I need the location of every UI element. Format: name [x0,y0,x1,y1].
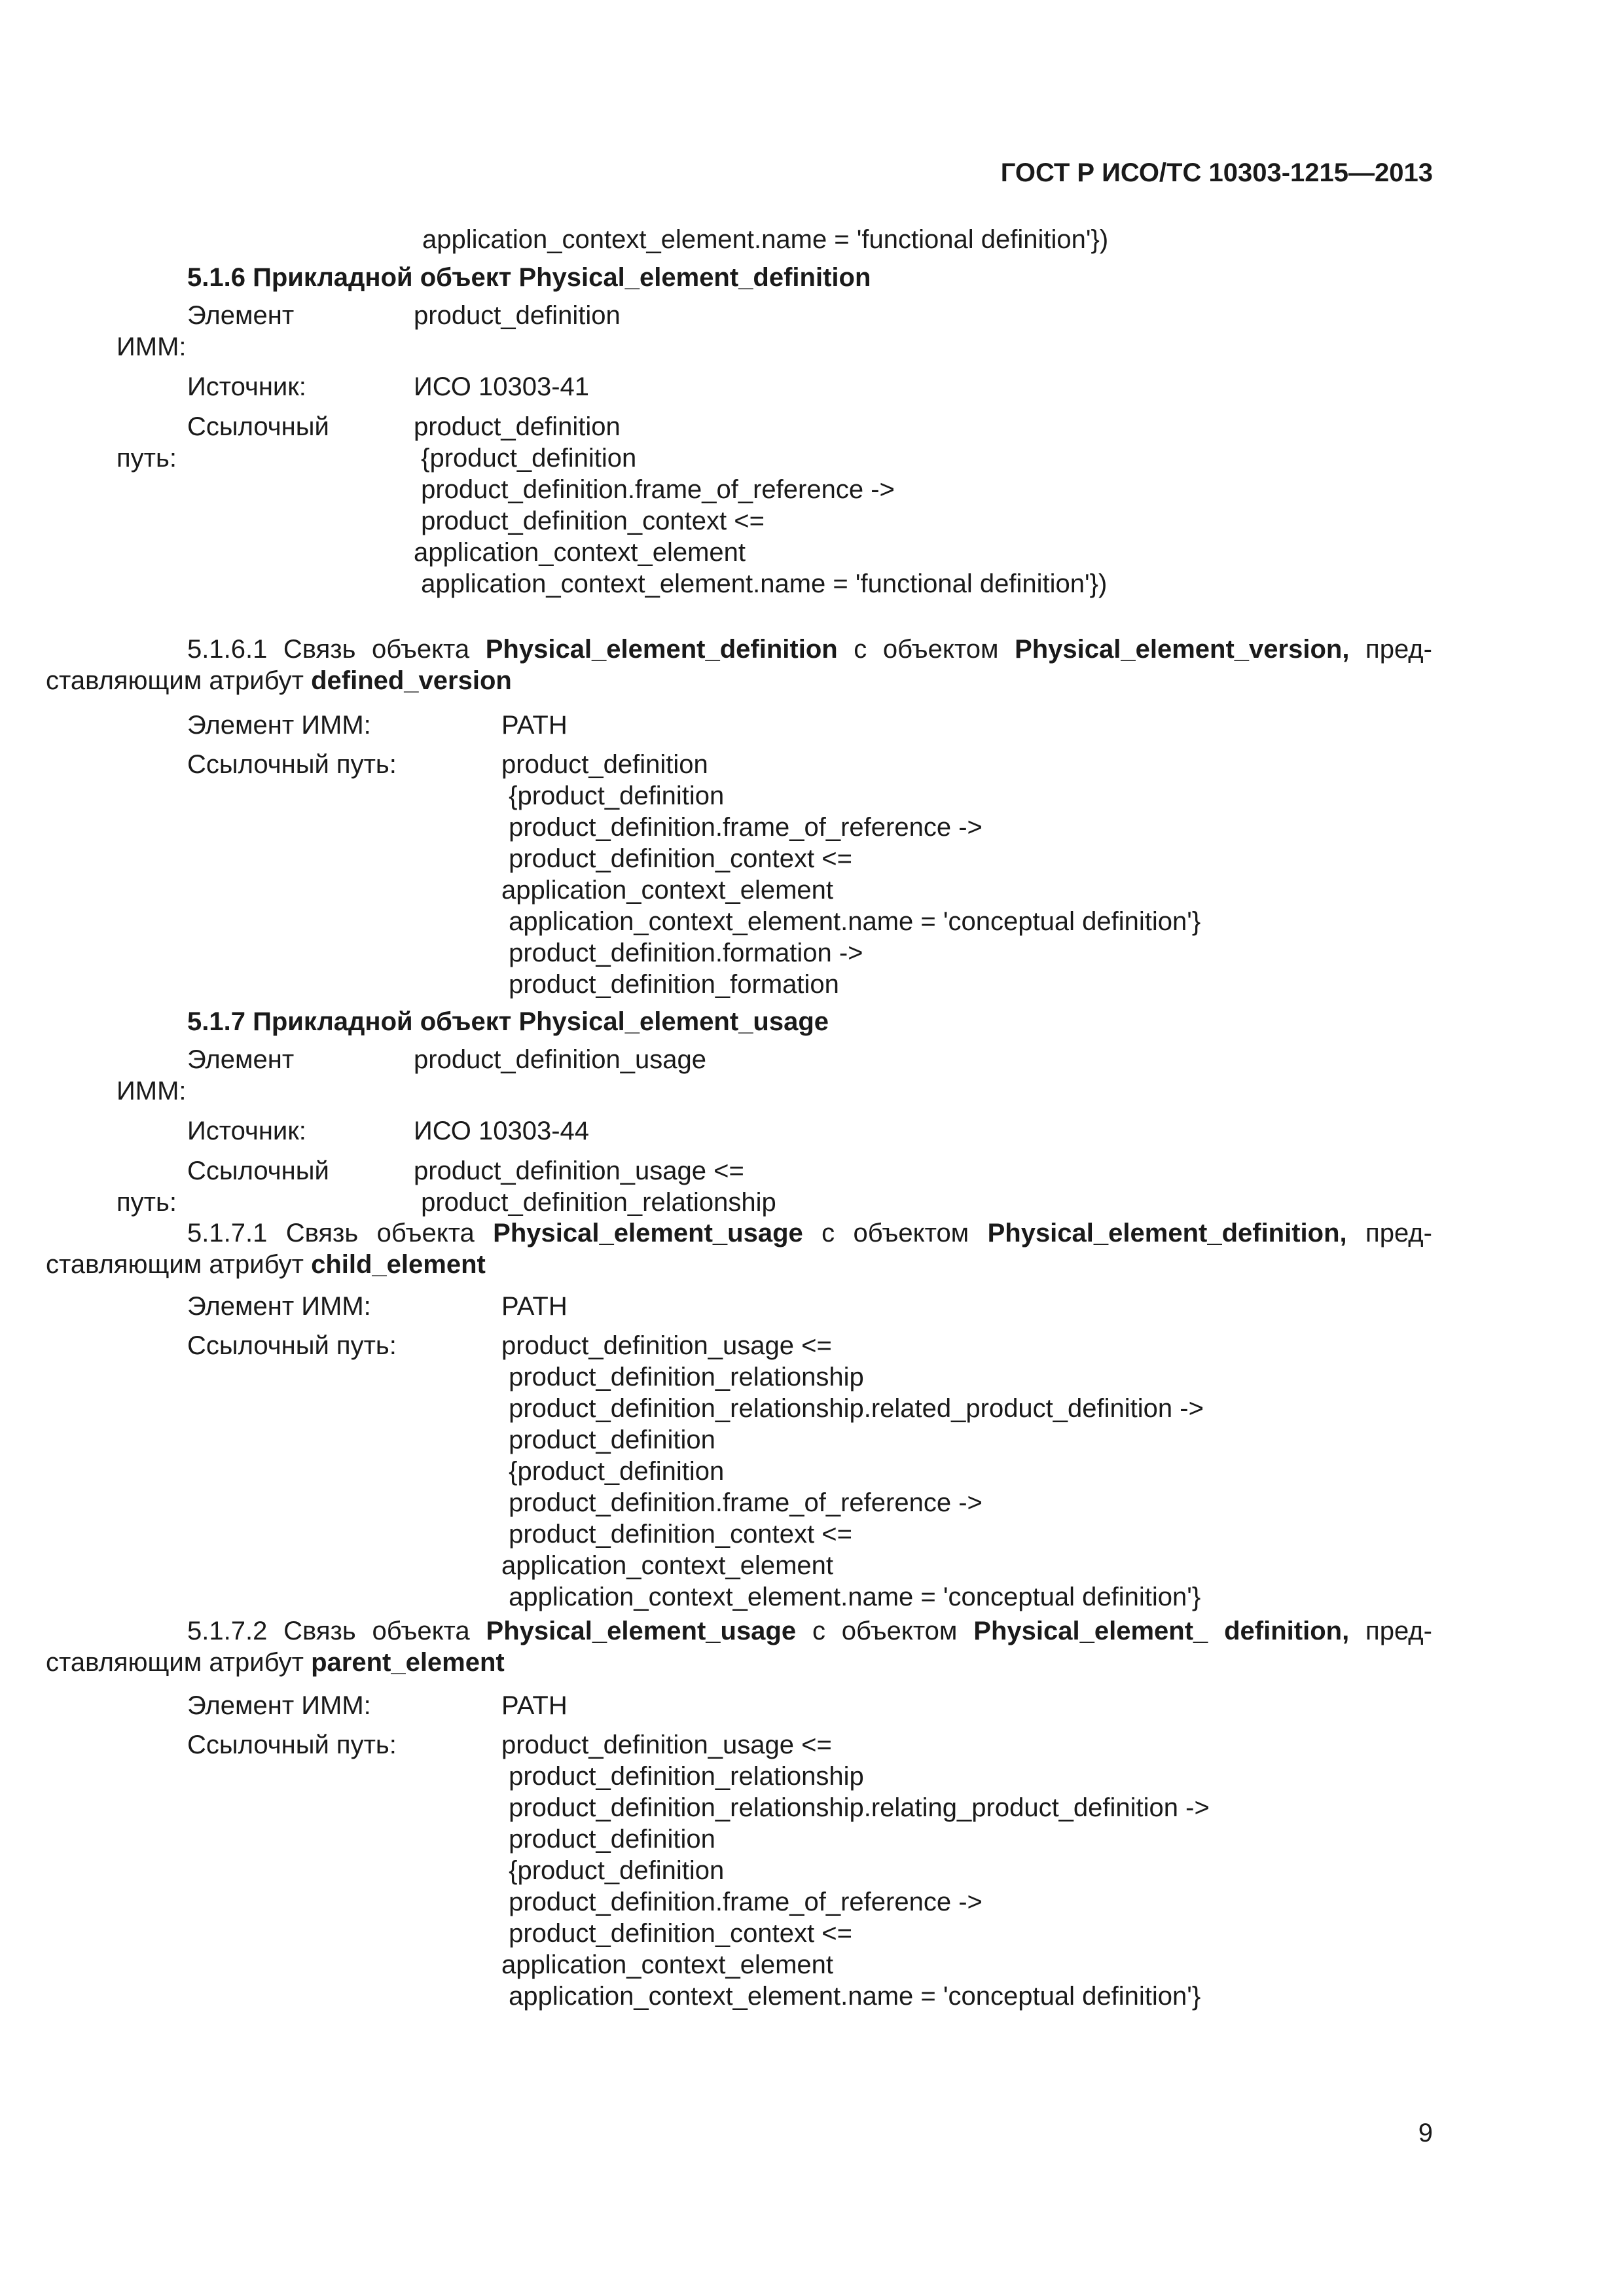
ref-path-label-part2: путь: [117,1188,177,1217]
imm-label-part2: ИММ: [117,1077,187,1105]
paragraph-5-1-7-1 [46,1217,1432,1280]
ref-path-label-part2: путь: [117,444,177,473]
document-header-code: ГОСТ Р ИСО/ТС 10303-1215—2013 [1000,158,1433,187]
ref-path-line: product_definition_usage <= [501,1731,832,1759]
paragraph-text: ставляющим атрибут [46,1648,304,1677]
imm-value: PATH [501,1691,568,1720]
source-label: Источник: [187,372,306,401]
ref-path-line: product_definition.frame_of_reference -> [501,1488,983,1517]
ref-path-line: product_definition.frame_of_reference -> [501,1888,983,1916]
ref-path-label: Ссылочный путь: [187,750,397,779]
ref-path-line: product_definition_relationship.related_product_definition -> [501,1394,1204,1423]
ref-path-line: {product_definition [501,1457,725,1486]
ref-path-line: application_context_element [414,538,746,567]
page-number: 9 [1418,2119,1433,2147]
ref-path-line: product_definition [501,750,708,779]
paragraph-number: 5.1.7.1 Связь объекта [187,1219,475,1247]
imm-label-part1: Элемент [187,301,295,330]
ref-path-lines [501,1729,1210,2012]
section-heading-5-1-6: 5.1.6 Прикладной объект Physical_element_definition [187,263,871,292]
imm-label-part1: Элемент [187,1045,295,1074]
paragraph-text: пред- [1365,635,1432,664]
ref-path-line: product_definition_usage <= [501,1331,832,1360]
paragraph-text: ставляющим атрибут [46,666,304,695]
attribute-name: child_element [311,1250,486,1279]
paragraph-5-1-6-1 [46,634,1432,696]
attribute-name: parent_element [311,1648,505,1677]
ref-path-line: product_definition [501,1426,715,1454]
ref-path-line: product_definition_relationship [501,1762,864,1791]
paragraph-text: с объектом [854,635,999,664]
ref-path-line: product_definition_context <= [501,1919,852,1948]
ref-path-line: product_definition_formation [501,970,839,999]
intro-continuation-line: application_context_element.name = 'functional definition'}) [422,225,1109,254]
ref-path-lines [414,1155,776,1218]
ref-path-line: application_context_element.name = 'conceptual definition'} [501,907,1201,936]
ref-path-line: application_context_element [501,1950,834,1979]
ref-path-line: application_context_element.name = 'conceptual definition'} [501,1583,1201,1611]
ref-path-line: product_definition [501,1825,715,1854]
attribute-name: defined_version [311,666,512,695]
ref-path-line: {product_definition [501,1856,725,1885]
source-value: ИСО 10303-44 [414,1117,590,1145]
imm-label: Элемент ИММ: [187,1691,371,1720]
section-heading-5-1-7: 5.1.7 Прикладной объект Physical_element_usage [187,1007,829,1036]
ref-path-line: product_definition.formation -> [501,939,863,967]
ref-path-label-part1: Ссылочный [187,1157,329,1185]
paragraph-text: с объектом [821,1219,969,1247]
paragraph-text: пред- [1365,1617,1432,1645]
paragraph-5-1-7-2 [46,1615,1432,1678]
ref-path-line: application_context_element.name = 'conceptual definition'} [501,1982,1201,2011]
ref-path-line: product_definition_context <= [501,844,852,873]
ref-path-line: product_definition_usage <= [414,1157,744,1185]
paragraph-text: ставляющим атрибут [46,1250,304,1279]
paragraph-number: 5.1.6.1 Связь объекта [187,635,470,664]
paragraph-text: с объектом [812,1617,958,1645]
imm-value: PATH [501,711,568,740]
object-name: Physical_element_usage [493,1219,803,1247]
ref-path-line: product_definition_context <= [501,1520,852,1549]
source-value: ИСО 10303-41 [414,372,590,401]
imm-label: Элемент ИММ: [187,1292,371,1321]
ref-path-line: product_definition_relationship.relating_product_definition -> [501,1793,1210,1822]
ref-path-line: application_context_element [501,1551,834,1580]
ref-path-lines [501,1330,1204,1613]
paragraph-number: 5.1.7.2 Связь объекта [187,1617,470,1645]
imm-value: product_definition_usage [414,1045,707,1074]
imm-value: product_definition [414,301,621,330]
source-label: Источник: [187,1117,306,1145]
object-name: Physical_element_version, [1015,635,1350,664]
ref-path-lines [414,411,1107,600]
ref-path-line: product_definition.frame_of_reference -> [501,813,983,842]
object-name: Physical_element_ definition, [973,1617,1350,1645]
paragraph-text: пред- [1365,1219,1432,1247]
ref-path-line: application_context_element.name = 'functional definition'}) [414,569,1108,598]
ref-path-line: product_definition_relationship [414,1188,776,1217]
ref-path-label-part1: Ссылочный [187,412,329,441]
ref-path-lines [501,749,1200,1000]
ref-path-line: product_definition.frame_of_reference -> [414,475,895,504]
ref-path-label: Ссылочный путь: [187,1731,397,1759]
ref-path-line: product_definition_context <= [414,507,765,535]
imm-label: Элемент ИММ: [187,711,371,740]
object-name: Physical_element_definition [485,635,838,664]
ref-path-label: Ссылочный путь: [187,1331,397,1360]
ref-path-line: product_definition [414,412,621,441]
ref-path-line: product_definition_relationship [501,1363,864,1391]
object-name: Physical_element_usage [486,1617,797,1645]
imm-label-part2: ИММ: [117,332,187,361]
ref-path-line: application_context_element [501,876,834,905]
object-name: Physical_element_definition, [987,1219,1347,1247]
ref-path-line: {product_definition [414,444,637,473]
imm-value: PATH [501,1292,568,1321]
ref-path-line: {product_definition [501,781,725,810]
